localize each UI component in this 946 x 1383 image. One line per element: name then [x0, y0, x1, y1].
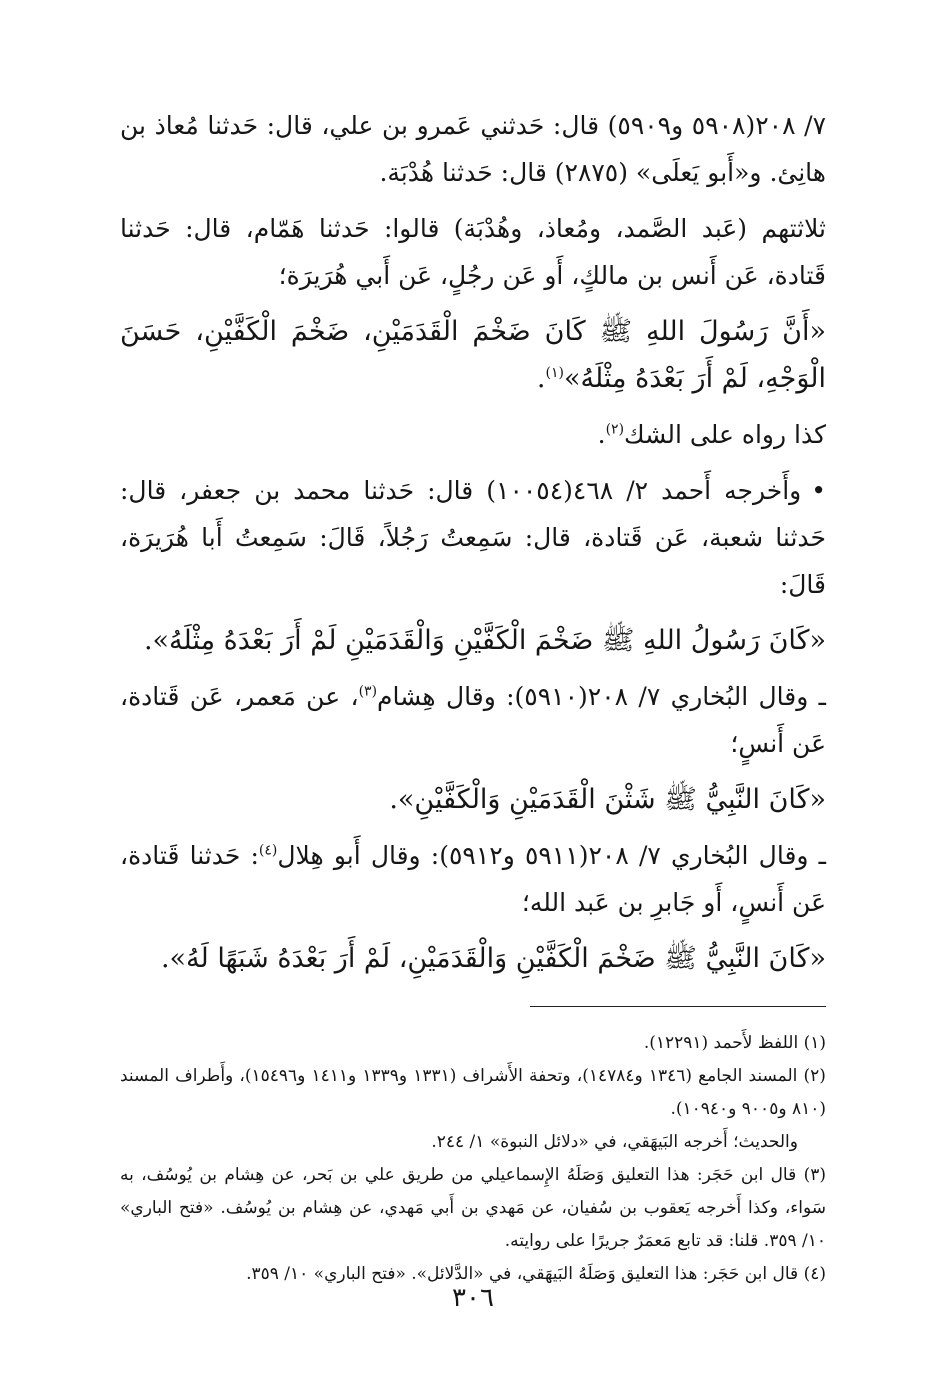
isnad-paragraph-1: ٧/ ٢٠٨(٥٩٠٨ و٥٩٠٩) قال: حَدثني عَمرو بن علي، قال: حَدثنا مُعاذ بن هانِئ. و«أَبو يَعلَى» (٢٨٧٥) قال: حَدثنا هُدْبَة.: [120, 111, 826, 187]
bullet-marker: •: [811, 476, 827, 505]
footnote-ref-1[interactable]: (١): [545, 365, 564, 381]
isnad-paragraph-4-part-b: ، عن مَعمر، عَن قَتادة، عَن أَنسٍ؛: [120, 682, 826, 758]
footnote-2-continuation: والحديث؛ أَخرجه البَيهَقي، في «دلائل النبوة» ١/ ٢٤٤.: [431, 1132, 798, 1152]
footnote-ref-3[interactable]: (٣): [358, 683, 378, 700]
footnote-2: (٢) المسند الجامع (١٣٤٦ و١٤٧٨٤)، وتحفة الأَشراف (١٣٣١ و١٣٣٩ و١٤١١ و١٥٤٩٦)، وأَطراف المسند (٨١٠ و٩٠٠٥ و١٠٩٤٠).: [120, 1066, 826, 1119]
main-text: [120, 102, 826, 982]
hadith-text-3: «كَانَ النَّبِيُّ ﷺ شَثْنَ الْقَدَمَيْنِ وَالْكَفَّيْنِ».: [389, 784, 826, 815]
isnad-paragraph-5-part-a: ـ وقال البُخاري ٧/ ٢٠٨(٥٩١١ و٥٩١٢): وقال أَبو هِلال: [277, 841, 826, 870]
footnote-1: (١) اللفظ لأَحمد (١٢٢٩١).: [643, 1033, 826, 1053]
footnote-3: (٣) قال ابن حَجَر: هذا التعليق وَصَلَهُ الإِسماعيلي من طريق علي بن بَحر، عن هِشام بن يُوسُف، به سَواء، وكذا أَخرجه يَعقوب بن سُفيان، عن مَهدي بن أَبي مَهدي، عن هِشام بن يُوسُف. «فتح الباري» ١٠/ ٣٥٩. قلنا: قد تابع مَعمَرٌ جريرًا على روايته.: [120, 1165, 826, 1251]
isnad-paragraph-4: [120, 673, 826, 767]
page-number: ٣٠٦: [452, 1283, 494, 1313]
note-paragraph: كذا رواه على الشك$^{(٢)}$.: [597, 420, 826, 449]
footnote-4: (٤) قال ابن حَجَر: هذا التعليق وَصَلَهُ البَيهَقي، في «الدَّلائل». «فتح الباري» ١٠/ ٣٥٩.: [246, 1264, 826, 1284]
footnote-ref-2[interactable]: (٢): [605, 421, 625, 438]
isnad-paragraph-2: ثلاثتهم (عَبد الصَّمد، ومُعاذ، وهُدْبَة) قالوا: حَدثنا هَمّام، قال: حَدثنا قَتادة، عَن أَنس بن مالكٍ، أَو عَن رجُلٍ، عَن أَبي هُرَيرَة؛: [120, 214, 826, 290]
isnad-paragraph-5-part-b: : حَدثنا قَتادة، عَن أَنسٍ، أَو جَابرِ بن عَبد الله؛: [120, 841, 826, 917]
hadith-text-1: «أَنَّ رَسُولَ اللهِ ﷺ كَانَ ضَخْمَ الْقَدَمَيْنِ، ضَخْمَ الْكَفَّيْنِ، حَسَنَ الْوَجْهِ، لَمْ أَرَ بَعْدَهُ مِثْلَهُ»$^{(١)}$.: [120, 316, 826, 394]
hadith-text-2: «كَانَ رَسُولُ اللهِ ﷺ ضَخْمَ الْكَفَّيْنِ وَالْقَدَمَيْنِ لَمْ أَرَ بَعْدَهُ مِثْلَهُ».: [143, 625, 826, 656]
isnad-paragraph-3: [120, 467, 826, 608]
hadith-text-4: «كَانَ النَّبِيُّ ﷺ ضَخْمَ الْكَفَّيْنِ وَالْقَدَمَيْنِ، لَمْ أَرَ بَعْدَهُ شَبَهًا لَهُ».: [160, 943, 826, 974]
footnote-ref-4[interactable]: (٤): [258, 842, 278, 859]
isnad-paragraph-4-part-a: ـ وقال البُخاري ٧/ ٢٠٨(٥٩١٠): وقال هِشام: [377, 682, 826, 711]
hadith-text-1-body: «أَنَّ رَسُولَ اللهِ ﷺ كَانَ ضَخْمَ الْقَدَمَيْنِ، ضَخْمَ الْكَفَّيْنِ، حَسَنَ الْوَجْهِ، لَمْ أَرَ بَعْدَهُ مِثْلَهُ»: [120, 316, 826, 394]
isnad-paragraph-3-body: وأَخرجه أَحمد ٢/ ٤٦٨(١٠٠٥٤) قال: حَدثنا محمد بن جعفر، قال: حَدثنا شعبة، عَن قَتادة، قال: سَمِعتُ رَجُلاً، قَالَ: سَمِعتُ أَبا هُرَيرَة، قَالَ:: [120, 476, 826, 599]
footnotes: [120, 1027, 826, 1291]
footnote-separator: [530, 1006, 826, 1007]
note-paragraph-body: كذا رواه على الشك: [624, 420, 826, 449]
isnad-paragraph-5: [120, 832, 826, 926]
